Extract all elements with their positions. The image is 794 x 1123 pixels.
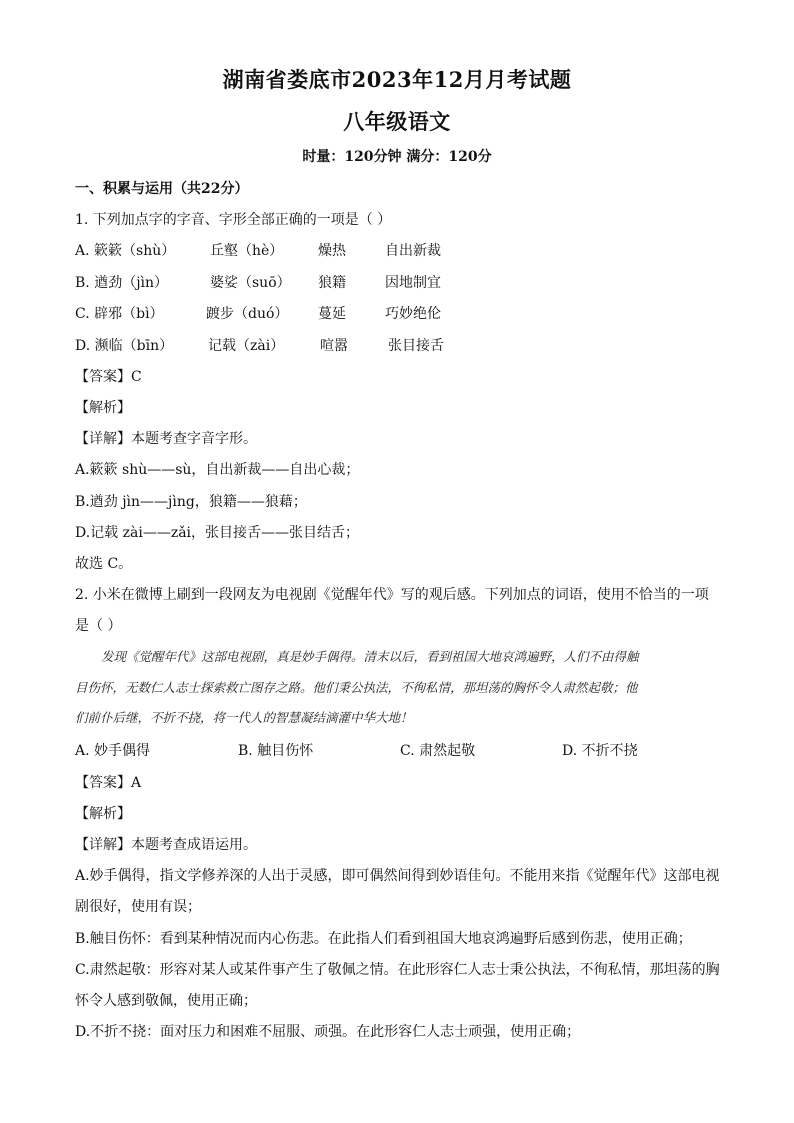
- q1-option-c-col2: 踱步（duó）: [206, 306, 289, 322]
- q2-passage: [75, 642, 720, 734]
- page-subtitle: 八年级语文: [343, 109, 451, 134]
- q1-option-d-col3: 喧嚣: [320, 338, 348, 354]
- q1-option-a-col1: A. 簌簌（shù）: [75, 243, 176, 259]
- q2-note: D.不折不挠：面对压力和困难不屈服、顽强。在此形容仁人志士顽强，使用正确；: [75, 1024, 581, 1040]
- q1-option-c-col3: 蔓延: [318, 306, 346, 322]
- q1-note: D.记载 zài——zǎi，张目接舌——张目结舌；: [75, 525, 360, 541]
- q1-option-a-col2: 丘壑（hè）: [210, 243, 284, 259]
- q2-detail: 【详解】本题考查成语运用。: [75, 837, 257, 853]
- q2-answer: 【答案】A: [75, 775, 142, 791]
- q1-option-a-col4: 自出新裁: [385, 243, 441, 259]
- q1-note: B.遒劲 jìn——jìng，狼籍——狼藉；: [75, 494, 307, 510]
- q1-conclusion: 故选 C。: [75, 556, 133, 572]
- passage-line: 发现《觉醒年代》这部电视剧，真是妙手偶得。清末以后，看到祖国大地哀鸿遍野，人们不由得触: [101, 649, 639, 664]
- q1-option-d-col4: 张目接舌: [388, 338, 444, 354]
- q2-option-c: C. 肃然起敬: [400, 743, 476, 759]
- q2-note: 剧很好，使用有误；: [75, 899, 201, 915]
- passage-line: 们前仆后继，不折不挠，将一代人的智慧凝结滴灌中华大地！: [75, 710, 413, 725]
- section-heading: 一、积累与运用（共22分）: [75, 181, 249, 197]
- q1-option-b-col3: 狼籍: [318, 275, 346, 291]
- q2-note: C.肃然起敬：形容对某人或某件事产生了敬佩之情。在此形容仁人志士秉公执法，不徇私情，那坦荡的胸: [75, 962, 720, 978]
- q1-option-c-col1: C. 辟邪（bì）: [75, 306, 164, 322]
- q1-answer: 【答案】C: [75, 369, 142, 385]
- q2-stem: 2. 小米在微博上刷到一段网友为电视剧《觉醒年代》写的观后感。下列加点的词语，使用不恰当的一项: [75, 587, 709, 603]
- q2-analysis-label: 【解析】: [75, 806, 131, 822]
- page-title: 湖南省娄底市2023年12月月考试题: [222, 67, 572, 92]
- q1-note: A.簌簌 shù——sù，自出新裁——自出心裁；: [75, 462, 360, 478]
- q1-option-b-col1: B. 遒劲（jìn）: [75, 275, 169, 291]
- q2-option-a: A. 妙手偶得: [75, 743, 151, 759]
- q1-option-c-col4: 巧妙绝伦: [385, 306, 441, 322]
- q1-option-b-col4: 因地制宜: [385, 275, 441, 291]
- q1-detail: 【详解】本题考查字音字形。: [75, 431, 257, 447]
- q1-option-d-col2: 记载（zài）: [208, 338, 285, 354]
- exam-meta: 时量：120分钟 满分：120分: [302, 149, 492, 165]
- passage-line: 目伤怀，无数仁人志士探索救亡图存之路。他们秉公执法，不徇私情，那坦荡的胸怀令人肃然起敬；他: [75, 679, 638, 695]
- q1-option-b-col2: 婆娑（suō）: [210, 275, 291, 291]
- q1-option-d-col1: D. 濒临（bīn）: [75, 338, 174, 354]
- q2-option-b: B. 触目伤怀: [238, 743, 314, 759]
- q2-note: A.妙手偶得，指文学修养深的人出于灵感，即可偶然间得到妙语佳句。不能用来指《觉醒年代》这部电视: [75, 868, 720, 884]
- q2-stem-cont: 是（ ）: [75, 618, 122, 634]
- q2-note: B.触目伤怀：看到某种情况而内心伤悲。在此指人们看到祖国大地哀鸿遍野后感到伤悲，使用正确；: [75, 931, 692, 947]
- q2-option-d: D. 不折不挠: [562, 743, 638, 759]
- q1-option-a-col3: 燥热: [318, 243, 346, 259]
- q1-stem: 1. 下列加点字的字音、字形全部正确的一项是（ ）: [75, 212, 392, 228]
- q1-analysis-label: 【解析】: [75, 400, 131, 416]
- q2-note: 怀令人感到敬佩，使用正确；: [75, 993, 257, 1009]
